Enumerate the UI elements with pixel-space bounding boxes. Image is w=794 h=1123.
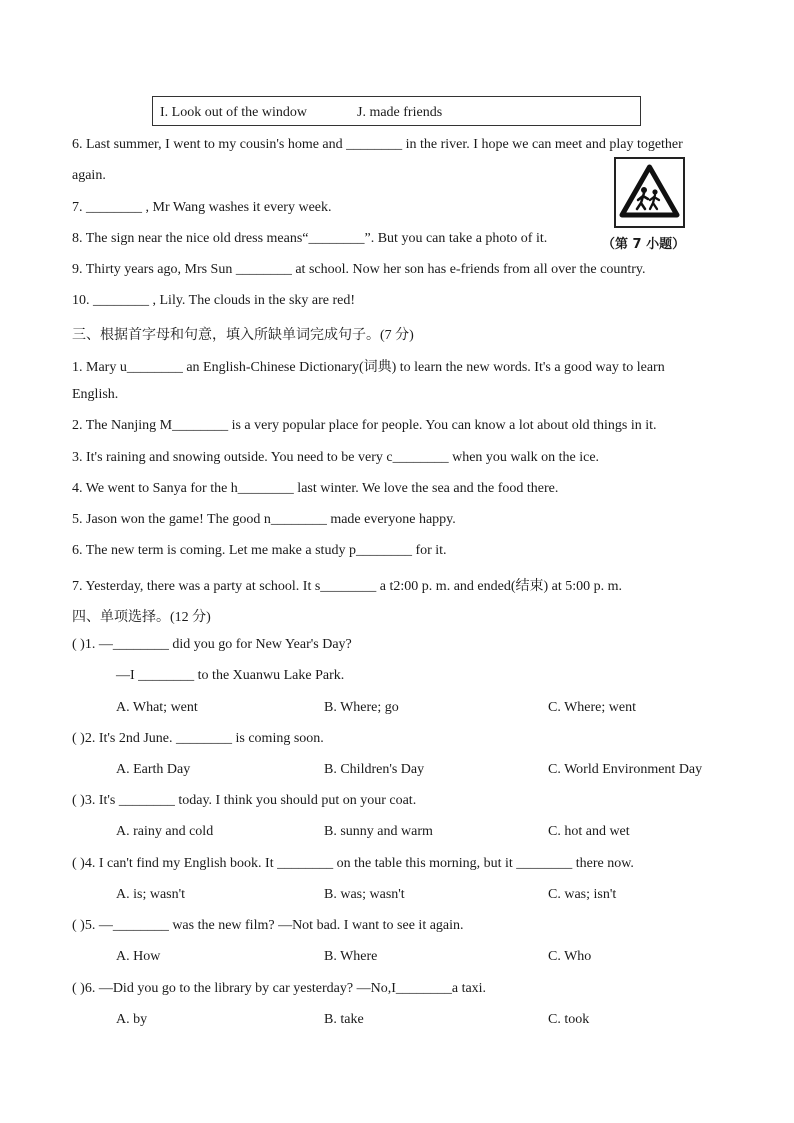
mc-3-option-b: B. sunny and warm: [324, 824, 433, 839]
mc-2-option-b: B. Children's Day: [324, 762, 425, 777]
children-crossing-sign-icon: [614, 157, 685, 228]
mc-question-2: ( )2. It's 2nd June. ________ is coming soon.: [72, 731, 324, 746]
sign-caption: （第 7 小题）: [602, 237, 686, 252]
mc-question-1: ( )1. —________ did you go for New Year's Day?: [72, 637, 352, 652]
mc-1-option-b: B. Where; go: [324, 700, 399, 715]
mc-4-option-c: C. was; isn't: [548, 887, 617, 902]
mc-question-6: ( )6. —Did you go to the library by car yesterday? —No,I________a taxi.: [72, 981, 487, 996]
word-question-1-cont: English.: [72, 387, 119, 402]
mc-4-option-b: B. was; wasn't: [324, 887, 405, 902]
mc-6-option-b: B. take: [324, 1012, 364, 1027]
mc-4-option-a: A. is; wasn't: [116, 887, 186, 902]
fill-question-8: 8. The sign near the nice old dress means“________”. But you can take a photo of it.: [72, 231, 548, 246]
mc-question-5: ( )5. —________ was the new film? —Not bad. I want to see it again.: [72, 918, 464, 933]
fill-question-10: 10. ________ , Lily. The clouds in the sky are red!: [72, 293, 356, 308]
fill-question-7: 7. ________ , Mr Wang washes it every week.: [72, 200, 332, 215]
mc-1-option-a: A. What; went: [116, 700, 198, 715]
word-question-4: 4. We went to Sanya for the h________ last winter. We love the sea and the food there.: [72, 481, 559, 496]
mc-3-option-c: C. hot and wet: [548, 824, 630, 839]
word-question-6: 6. The new term is coming. Let me make a study p________ for it.: [72, 543, 447, 558]
word-bank-box: [152, 96, 641, 126]
mc-3-option-a: A. rainy and cold: [116, 824, 214, 839]
word-question-7: 7. Yesterday, there was a party at school. It s________ a t2:00 p. m. and ended(结束) at 5:00 p. m.: [72, 579, 623, 594]
mc-2-option-a: A. Earth Day: [116, 762, 191, 777]
mc-6-option-c: C. took: [548, 1012, 590, 1027]
word-question-2: 2. The Nanjing M________ is a very popular place for people. You can know a lot about old things in it.: [72, 418, 657, 433]
mc-5-option-c: C. Who: [548, 949, 592, 964]
mc-1-option-c: C. Where; went: [548, 700, 636, 715]
word-question-3: 3. It's raining and snowing outside. You need to be very c________ when you walk on the ice.: [72, 450, 600, 465]
section-4-heading: 四、单项选择。(12 分): [72, 610, 211, 625]
mc-question-1-line2: —I ________ to the Xuanwu Lake Park.: [116, 668, 345, 683]
mc-5-option-b: B. Where: [324, 949, 378, 964]
word-question-5: 5. Jason won the game! The good n________ made everyone happy.: [72, 512, 456, 527]
word-question-1: 1. Mary u________ an English-Chinese Dictionary(词典) to learn the new words. It's a good way to learn: [72, 360, 665, 375]
fill-question-6: 6. Last summer, I went to my cousin's home and ________ in the river. I hope we can meet and play together: [72, 137, 683, 152]
section-3-heading: 三、根据首字母和句意，填入所缺单词完成句子。(7 分): [72, 328, 414, 343]
mc-6-option-a: A. by: [116, 1012, 148, 1027]
word-bank-option-j: J. made friends: [357, 105, 443, 120]
fill-question-6-cont: again.: [72, 168, 106, 183]
mc-question-4: ( )4. I can't find my English book. It ________ on the table this morning, but it ________ there now.: [72, 856, 634, 871]
mc-2-option-c: C. World Environment Day: [548, 762, 703, 777]
mc-5-option-a: A. How: [116, 949, 161, 964]
fill-question-9: 9. Thirty years ago, Mrs Sun ________ at school. Now her son has e-friends from all over the country.: [72, 262, 646, 277]
word-bank-option-i: I. Look out of the window: [160, 105, 307, 120]
mc-question-3: ( )3. It's ________ today. I think you should put on your coat.: [72, 793, 417, 808]
